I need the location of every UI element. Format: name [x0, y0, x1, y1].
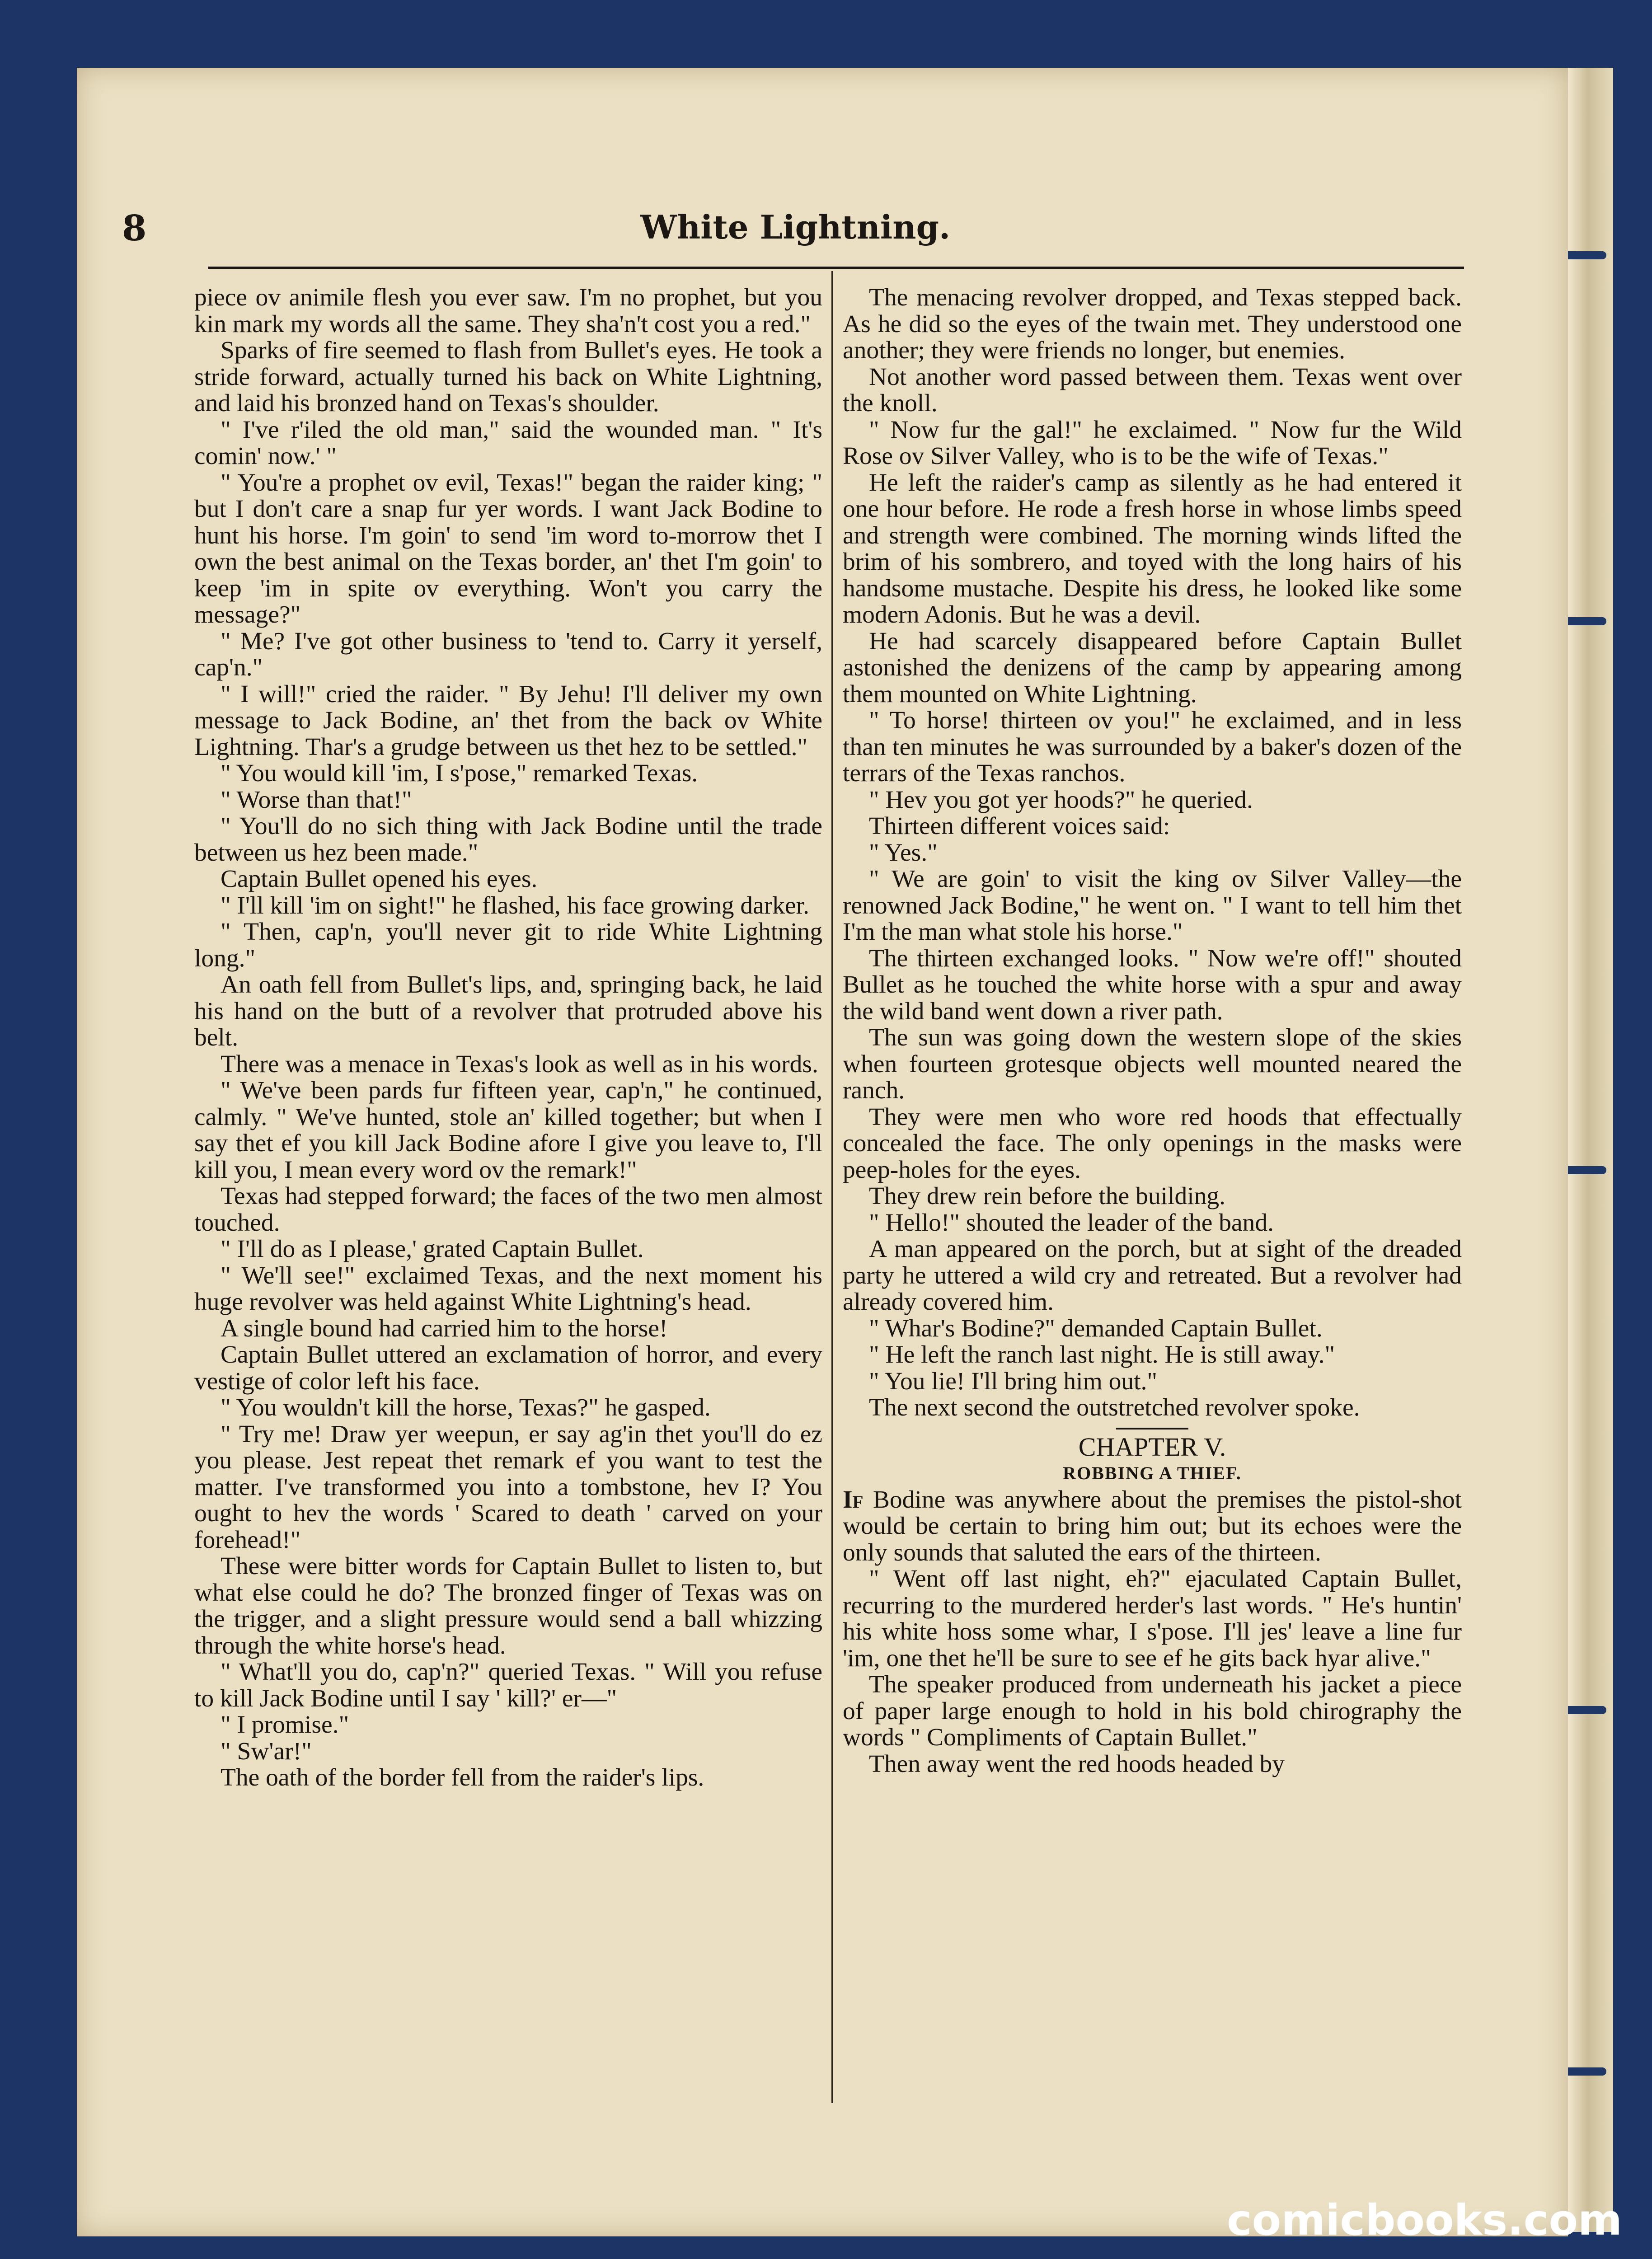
header-rule	[208, 267, 1464, 269]
paragraph: The thirteen exchanged looks. " Now we're off!" shouted Bullet as he touched the white horse with a spur and away the wild band went down a river path.	[843, 944, 1462, 1025]
paragraph: " Went off last night, eh?" ejaculated Captain Bullet, recurring to the murdered herder's last words. " He's huntin' his white hoss some whar, I s'pose. I'll jes' leave a line fur 'im, one thet he'll be sure to see ef he gits back hyar alive."	[843, 1565, 1462, 1672]
paragraph: " We've been pards fur fifteen year, cap'n," he continued, calmly. " We've hunted, stole an' killed together; but when I say thet ef you kill Jack Bodine afore I give you leave to, I'll kill you, I mean every word ov the remark!"	[194, 1077, 822, 1184]
paragraph: The menacing revolver dropped, and Texas stepped back. As he did so the eyes of the twain met. They understood one another; they were friends no longer, but enemies.	[843, 284, 1462, 364]
section-rule	[1116, 1428, 1188, 1429]
paragraph: Not another word passed between them. Texas went over the knoll.	[843, 363, 1462, 417]
page-number: 8	[122, 208, 147, 249]
page-header	[122, 208, 1469, 262]
paragraph: Then away went the red hoods headed by	[869, 1750, 1285, 1778]
paragraph-text: Bodine was anywhere about the premises the pistol-shot would be certain to bring him out; but its echoes were the only sounds that saluted the ears of the thirteen.	[843, 1486, 1462, 1566]
paragraph: The speaker produced from underneath his jacket a piece of paper large enough to hold in his bold chirography the words " Compliments of Captain Bullet."	[843, 1671, 1462, 1751]
paragraph: " Yes."	[869, 839, 938, 867]
paragraph: These were bitter words for Captain Bullet to listen to, but what else could he do? The bronzed finger of Texas was on the trigger, and a slight pressure would send a ball whizzing through the white horse's head.	[194, 1552, 822, 1659]
paragraph: The sun was going down the western slope of the skies when fourteen grotesque objects well mounted neared the ranch.	[843, 1024, 1462, 1104]
paragraph: " What'll you do, cap'n?" queried Texas. " Will you refuse to kill Jack Bodine until I say ' kill?' er—"	[194, 1658, 822, 1712]
paragraph: " I'll kill 'im on sight!" he flashed, his face growing darker.	[221, 891, 809, 919]
paragraph: A man appeared on the porch, but at sight of the dreaded party he uttered a wild cry and retreated. But a revolver had already covered him.	[843, 1235, 1462, 1316]
paragraph: " We are goin' to visit the king ov Silver Valley—the renowned Jack Bodine," he went on. " I want to tell him thet I'm the man what stole his horse."	[843, 865, 1462, 946]
paragraph: " He left the ranch last night. He is still away."	[869, 1341, 1335, 1369]
paragraph: The oath of the border fell from the raider's lips.	[221, 1764, 704, 1791]
paragraph: " Sw'ar!"	[221, 1737, 312, 1765]
paragraph: There was a menace in Texas's look as well as in his words.	[221, 1050, 818, 1078]
paragraph: " I'll do as I please,' grated Captain Bullet.	[221, 1235, 644, 1263]
right-column	[843, 285, 1462, 1777]
paragraph: " Hev you got yer hoods?" he queried.	[869, 786, 1253, 814]
paragraph: " Worse than that!"	[221, 786, 412, 814]
paragraph: Thirteen different voices said:	[869, 812, 1170, 840]
paragraph: Sparks of fire seemed to flash from Bullet's eyes. He took a stride forward, actually turned his back on White Lightning, and laid his bronzed hand on Texas's shoulder.	[194, 337, 822, 417]
paragraph: piece ov animile flesh you ever saw. I'm no prophet, but you kin mark my words all the same. They sha'n't cost you a red."	[194, 284, 822, 338]
paragraph: An oath fell from Bullet's lips, and, springing back, he laid his hand on the butt of a revolver that protruded above his belt.	[194, 971, 822, 1051]
paragraph: Captain Bullet uttered an exclamation of horror, and every vestige of color left his face.	[194, 1341, 822, 1395]
column-divider	[831, 271, 833, 2103]
site-watermark: comicbooks.com	[1226, 2196, 1622, 2245]
paragraph: Texas had stepped forward; the faces of the two men almost touched.	[194, 1182, 822, 1237]
paragraph: " I will!" cried the raider. " By Jehu! I'll deliver my own message to Jack Bodine, an' thet from the back ov White Lightning. Thar's a grudge between us thet hez to be settled."	[194, 680, 822, 761]
paragraph: " I've r'iled the old man," said the wounded man. " It's comin' now.' "	[194, 416, 822, 470]
paragraph: " You would kill 'im, I s'pose," remarked Texas.	[221, 759, 698, 787]
paragraph: " Try me! Draw yer weepun, er say ag'in thet you'll do ez you please. Jest repeat thet remark ef you want to test the matter. I've transformed you into a tombstone, hev I? You ought to hev the words ' Scared to death ' carved on your forehead!"	[194, 1420, 822, 1554]
running-title: White Lightning.	[640, 208, 951, 246]
paragraph: " You'll do no sich thing with Jack Bodine until the trade between us hez been made."	[194, 812, 822, 867]
paragraph: A single bound had carried him to the horse!	[221, 1314, 668, 1342]
paragraph: They drew rein before the building.	[869, 1182, 1226, 1210]
paragraph: Captain Bullet opened his eyes.	[221, 865, 538, 893]
paragraph: He left the raider's camp as silently as he had entered it one hour before. He rode a fresh horse in whose limbs speed and strength were combined. The morning winds lifted the brim of his sombrero, and toyed with the long hairs of his handsome mustache. Despite his dress, he looked like some modern Adonis. But he was a devil.	[843, 469, 1462, 628]
paragraph: " Me? I've got other business to 'tend to. Carry it yerself, cap'n."	[194, 627, 822, 681]
paragraph: " Then, cap'n, you'll never git to ride White Lightning long."	[194, 918, 822, 972]
paragraph: " Whar's Bodine?" demanded Captain Bullet.	[869, 1314, 1323, 1342]
paragraph: " Now fur the gal!" he exclaimed. " Now fur the Wild Rose ov Silver Valley, who is to be the wife of Texas."	[843, 416, 1462, 470]
paragraph: " You're a prophet ov evil, Texas!" began the raider king; " but I don't care a snap fur yer words. I want Jack Bodine to hunt his horse. I'm goin' to send 'im word to-morrow thet I own the best animal on the Texas border, an' thet I'm goin' to keep 'im in spite ov everything. Won't you carry the message?"	[194, 469, 822, 628]
chapter-subtitle: ROBBING A THIEF.	[1063, 1463, 1242, 1483]
paragraph: " Hello!" shouted the leader of the band.	[869, 1209, 1274, 1237]
paragraph: " You wouldn't kill the horse, Texas?" he gasped.	[221, 1394, 711, 1421]
paragraph: " To horse! thirteen ov you!" he exclaimed, and in less than ten minutes he was surrounded by a baker's dozen of the terrars of the Texas ranchos.	[843, 707, 1462, 787]
drop-cap: If	[843, 1486, 864, 1514]
paragraph: " I promise."	[221, 1711, 349, 1739]
paragraph: They were men who wore red hoods that effectually concealed the face. The only openings in the masks were peep-holes for the eyes.	[843, 1103, 1462, 1184]
chapter-opening-paragraph	[843, 1487, 1462, 1566]
left-column	[194, 285, 822, 1791]
chapter-title: CHAPTER V.	[1078, 1432, 1226, 1462]
paragraph: The next second the outstretched revolver spoke.	[869, 1394, 1360, 1421]
paragraph: " We'll see!" exclaimed Texas, and the next moment his huge revolver was held against White Lightning's head.	[194, 1261, 822, 1316]
paragraph: He had scarcely disappeared before Captain Bullet astonished the denizens of the camp by appearing among them mounted on White Lightning.	[843, 627, 1462, 708]
paragraph: " You lie! I'll bring him out."	[869, 1367, 1158, 1395]
